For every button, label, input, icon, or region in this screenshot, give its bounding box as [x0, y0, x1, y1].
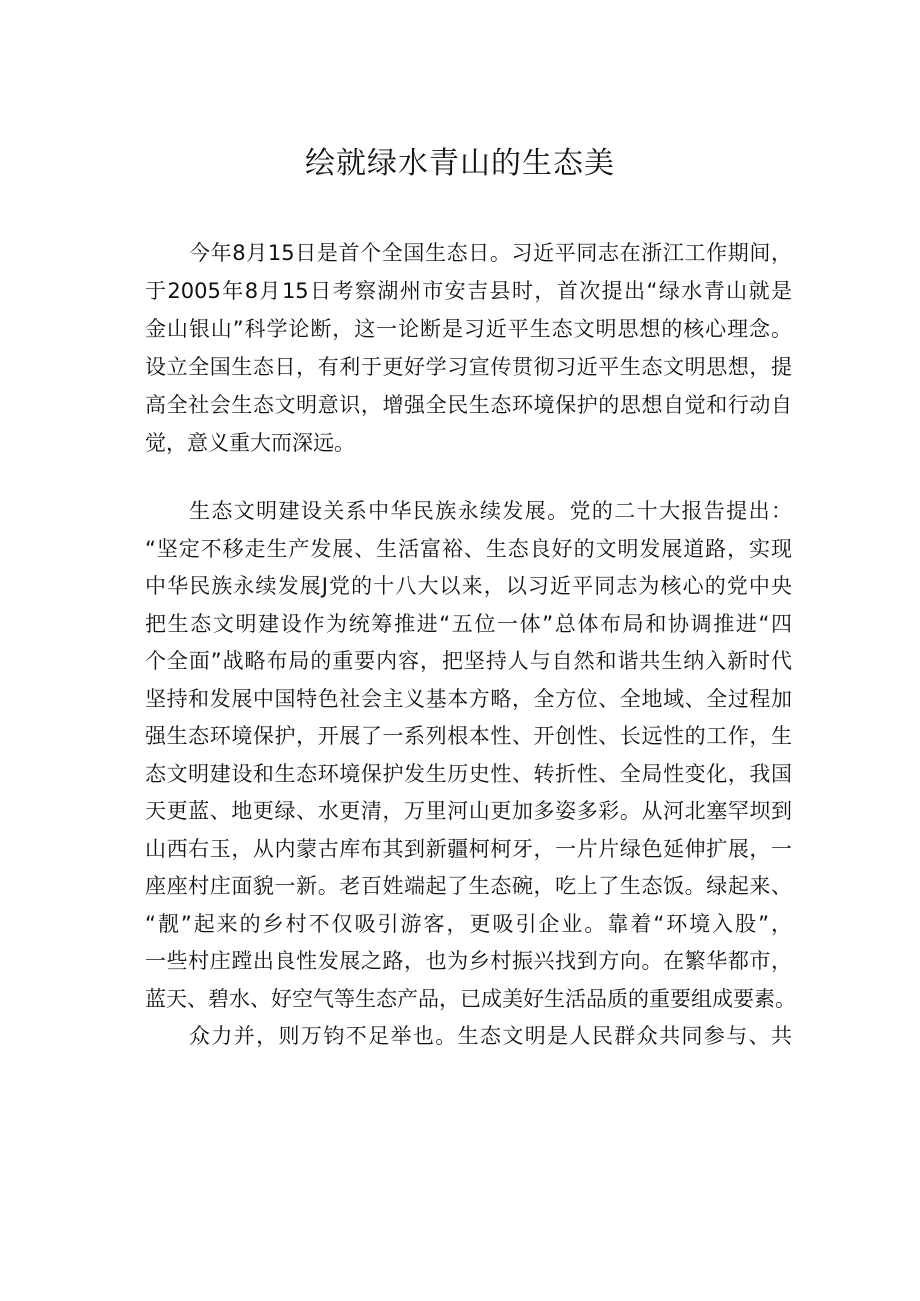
- text-line: 个全面”战略布局的重要内容，把坚持人与自然和谐共生纳入新时代: [145, 649, 792, 673]
- text-line: 觉，意义重大而深远。: [145, 431, 355, 455]
- text-line: 把生态文明建设作为统筹推进“五位一体”总体布局和协调推进“四: [145, 611, 792, 636]
- text-line: 蓝天、碧水、好空气等生态产品，已成美好生活品质的重要组成要素。: [145, 986, 796, 1011]
- text-line: 座座村庄面貌一新。老百姓端起了生态碗，吃上了生态饭。绿起来、: [145, 874, 792, 898]
- text-line: 坚持和发展中国特色社会主义基本方略，全方位、全地域、全过程加: [145, 686, 792, 711]
- text-line: 一些村庄蹚出良性发展之路，也为乡村振兴找到方向。在繁华都市，: [145, 949, 792, 973]
- text-line: 设立全国生态日，有利于更好学习宣传贯彻习近平生态文明思想，提: [145, 355, 792, 379]
- text-line: 态文明建设和生态环境保护发生历史性、转折性、全局性变化，我国: [145, 761, 792, 786]
- paragraph-1: [145, 236, 792, 464]
- text-line: 天更蓝、地更绿、水更清，万里河山更加多姿多彩。从河北塞罕坝到: [145, 799, 792, 823]
- text-line: 山西右玉，从内蒙古库布其到新疆柯柯牙，一片片绿色延伸扩展，一: [145, 836, 792, 861]
- text-line: 金山银山”科学论断，这一论断是习近平生态文明思想的核心理念。: [145, 317, 792, 341]
- paragraph-2: [145, 494, 796, 1057]
- document-body: [145, 236, 796, 1057]
- document-title: 绘就绿水青山的生态美: [305, 146, 615, 181]
- text-line: 于2005年8月15日考察湖州市安吉县时，首次提出“绿水青山就是: [145, 279, 792, 303]
- text-line: 中华民族永续发展J党的十八大以来，以习近平同志为核心的党中央: [145, 574, 792, 598]
- text-line: 强生态环境保护，开展了一系列根本性、开创性、长远性的工作，生: [145, 724, 792, 748]
- text-line: “靓”起来的乡村不仅吸引游客，更吸引企业。靠着“环境入股”，: [145, 911, 792, 936]
- text-line: 众力并，则万钧不足举也。生态文明是人民群众共同参与、共: [189, 1024, 792, 1048]
- text-line: 生态文明建设关系中华民族永续发展。党的二十大报告提出：: [189, 499, 792, 523]
- text-line: 今年8月15日是首个全国生态日。习近平同志在浙江工作期间，: [189, 241, 792, 265]
- text-line: 高全社会生态文明意识，增强全民生态环境保护的思想自觉和行动自: [145, 393, 792, 417]
- text-line: “坚定不移走生产发展、生活富裕、生态良好的文明发展道路，实现: [145, 536, 792, 561]
